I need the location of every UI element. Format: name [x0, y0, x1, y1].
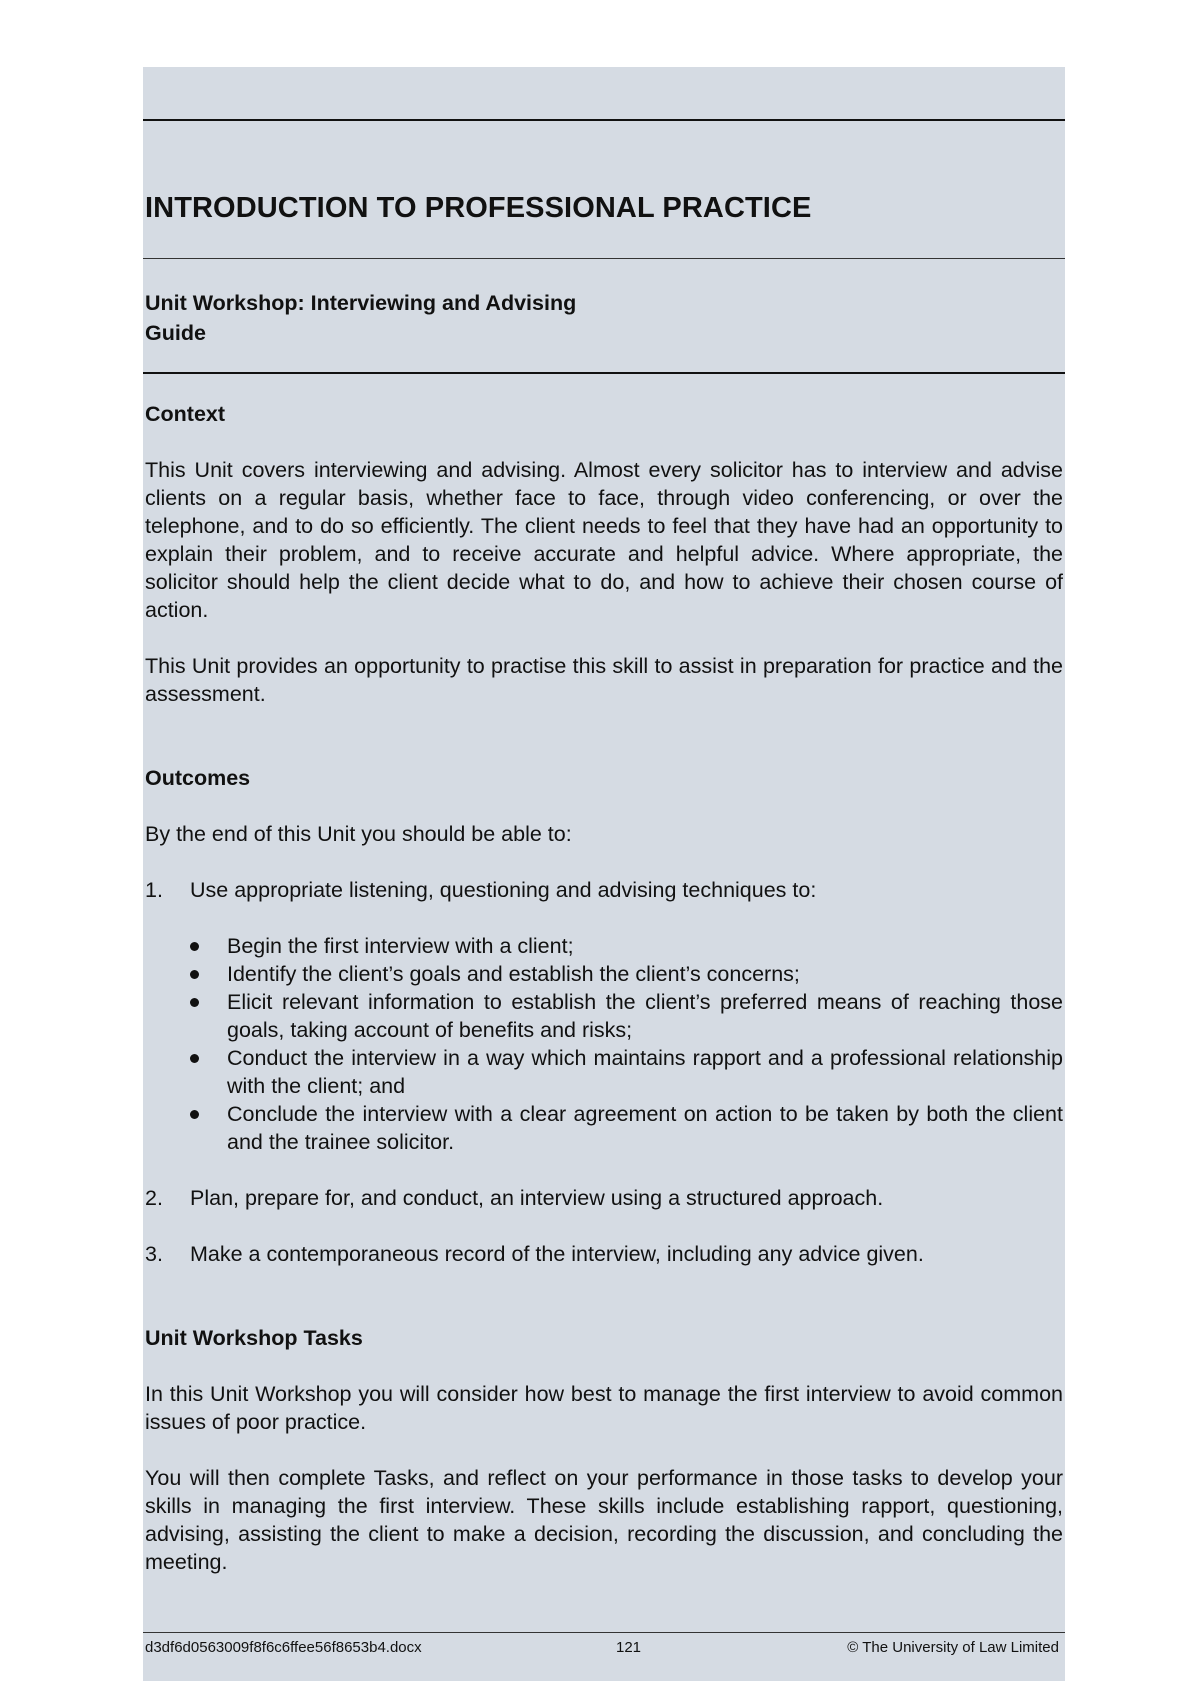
outcome-number: 1. — [145, 878, 163, 902]
outcomes-intro: By the end of this Unit you should be able to: — [145, 822, 572, 846]
document-title: INTRODUCTION TO PROFESSIONAL PRACTICE — [145, 192, 812, 224]
list-item — [145, 1100, 1063, 1156]
list-item — [145, 960, 1063, 988]
outcome-item-1 — [145, 876, 1063, 904]
tasks-paragraph-1: In this Unit Workshop you will consider how best to manage the first interview to avoid common issues of poor practice. — [145, 1382, 1063, 1434]
footer-copyright: © The University of Law Limited — [847, 1639, 1059, 1656]
top-rule — [143, 119, 1065, 121]
list-item — [145, 1044, 1063, 1100]
outcome-item-3 — [145, 1240, 1063, 1268]
bullet-text: Begin the first interview with a client; — [227, 934, 574, 958]
outcomes-heading: Outcomes — [145, 766, 251, 790]
bullet-icon — [145, 960, 227, 988]
bullet-text: Conduct the interview in a way which maintains rapport and a professional relationship with the client; and — [227, 1046, 1063, 1098]
tasks-paragraph-2: You will then complete Tasks, and reflect on your performance in those tasks to develop your skills in managing the first interview. These skills include establishing rapport, questioning, advising, assisting the client to make a decision, recording the discussion, and concluding the meeting. — [145, 1466, 1063, 1574]
context-paragraph-2: This Unit provides an opportunity to practise this skill to assist in preparation for practice and the assessment. — [145, 654, 1063, 706]
subtitle-line-1: Unit Workshop: Interviewing and Advising — [145, 291, 577, 315]
document-page — [143, 67, 1065, 1681]
outcome-text: Make a contemporaneous record of the interview, including any advice given. — [190, 1242, 924, 1266]
bullet-icon — [145, 1100, 227, 1156]
footer-page-number: 121 — [616, 1639, 642, 1656]
footer-filename: d3df6d0563009f8f6c6ffee56f8653b4.docx — [145, 1639, 422, 1656]
bullet-text: Conclude the interview with a clear agreement on action to be taken by both the client and the trainee solicitor. — [227, 1102, 1063, 1154]
document-body — [145, 400, 1063, 1576]
context-paragraph-1: This Unit covers interviewing and advising. Almost every solicitor has to interview and advise clients on a regular basis, whether face to face, through video conferencing, or over the telephone, and to do so efficiently. The client needs to feel that they have had an opportunity to explain their problem, and to receive accurate and helpful advice. Where appropriate, the solicitor should help the client decide what to do, and how to achieve their chosen course of action. — [145, 458, 1063, 622]
list-item — [145, 932, 1063, 960]
outcome-text: Plan, prepare for, and conduct, an interview using a structured approach. — [190, 1186, 884, 1210]
subtitle-line-2: Guide — [145, 321, 206, 345]
outcome-bullet-list — [145, 932, 1063, 1156]
outcome-text: Use appropriate listening, questioning and advising techniques to: — [190, 878, 817, 902]
document-subtitle — [145, 288, 576, 348]
subtitle-rule — [143, 372, 1065, 374]
bullet-text: Identify the client’s goals and establish the client’s concerns; — [227, 962, 800, 986]
bullet-icon — [145, 932, 227, 960]
list-item — [145, 988, 1063, 1044]
outcome-number: 3. — [145, 1242, 163, 1266]
footer-rule — [143, 1632, 1065, 1633]
outcome-number: 2. — [145, 1186, 163, 1210]
bullet-text: Elicit relevant information to establish the client’s preferred means of reaching those goals, taking account of benefits and risks; — [227, 990, 1063, 1042]
context-heading: Context — [145, 402, 226, 426]
outcome-item-2 — [145, 1184, 1063, 1212]
tasks-heading: Unit Workshop Tasks — [145, 1326, 363, 1350]
bullet-icon — [145, 1044, 227, 1100]
bullet-icon — [145, 988, 227, 1044]
title-rule — [143, 258, 1065, 259]
